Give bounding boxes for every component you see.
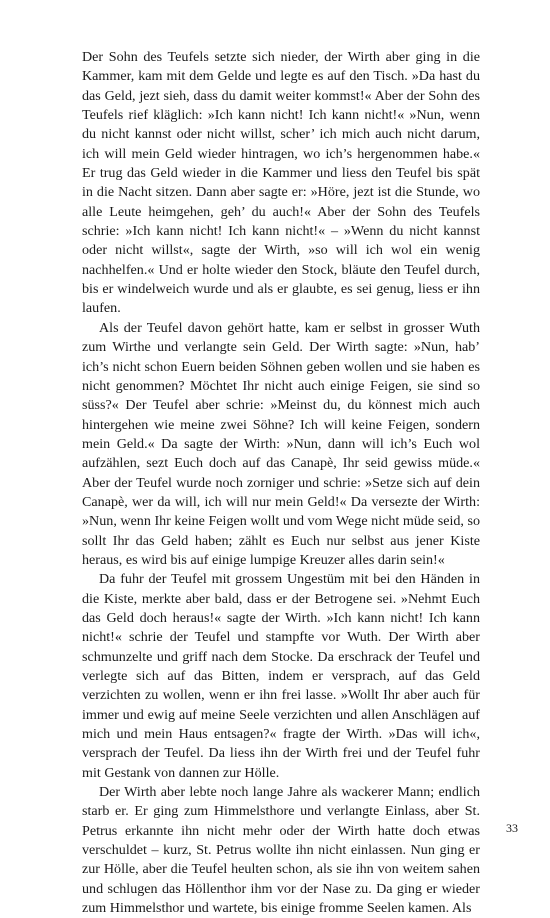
paragraph-1: Der Sohn des Teufels setzte sich nieder, der Wirth aber ging in die Kammer, kam mit dem Gelde und legte es auf den Tisch. »Da hast du das Geld, jezt sieh, dass du damit weiter kommst!« Aber der Sohn des Teufels rief kläglich: »Ich kann nicht! Ich kann nicht!« »Nun, wenn du nicht kannst oder nicht willst, scher’ ich mich auch nicht darum, ich will mein Geld wieder hintragen, wo ich’s hergenommen habe.« Er trug das Geld wieder in die Kammer und liess den Teufel bis spät in die Nacht sitzen. Dann aber sagte er: »Höre, jezt ist die Stunde, wo alle Leute heimgehen, geh’ du auch!« Aber der Sohn des Teufels schrie: »Ich kann nicht! Ich kann nicht!« – »Wenn du nicht kannst oder nicht willst«, sagte der Wirth, »so will ich wol ein wenig nachhelfen.« Und er holte wieder den Stock, bläute den Teufel durch, bis er windelweich wurde und als er glaubte, es sei genug, liess er ihn laufen.: [82, 49, 480, 317]
paragraph-4: Der Wirth aber lebte noch lange Jahre als wackerer Mann; endlich starb er. Er ging zum Himmelsthore und verlangte Einlass, aber St. Petrus erkannte ihn nicht mehr oder der Wirth hatte doch etwas verschuldet – kurz, St. Petrus wollte ihn nicht einlassen. Nun ging er zur Hölle, aber die Teufel heulten schon, als sie ihn von weitem sahen und schlugen das Höllenthor ihm vor der Nase zu. Da ging er wieder zum Himmelsthor und wartete, bis einige fromme Seelen kamen. Als: [82, 784, 480, 917]
page-body: [82, 48, 480, 918]
paragraph-3: Da fuhr der Teufel mit grossem Ungestüm mit bei den Händen in die Kiste, merkte aber bald, dass er der Betrogene sei. »Nehmt Euch das Geld doch heraus!« sagte der Wirth. »Ich kann nicht! Ich kann nicht!« schrie der Teufel und stampfte vor Wuth. Der Wirth aber schmunzelte und griff nach dem Stocke. Da erschrack der Teufel und verlegte sich auf das Bitten, indem er versprach, auf das Geld verzichten zu wollen, wenn er ihn frei lasse. »Wollt Ihr aber auch für immer und ewig auf meine Seele verzichten und allen Anschlägen auf mich und mein Haus entsagen?« fragte der Wirth. »Das will ich«, versprach der Teufel. Da liess ihn der Wirth frei und der Teufel fuhr mit Gestank von dannen zur Hölle.: [82, 571, 480, 781]
page-number: 33: [506, 821, 518, 835]
paragraph-2: Als der Teufel davon gehört hatte, kam er selbst in grosser Wuth zum Wirthe und verlangte sein Geld. Der Wirth sagte: »Nun, hab’ ich’s nicht schon Euern beiden Söhnen geben wollen und sie haben es nicht genommen? Möchtet Ihr nicht auch einige Feigen, sie sind so süss?« Der Teufel aber schrie: »Meinst du, du könnest mich auch hintergehen wie meine zwei Söhne? Ich will keine Feigen, sondern mein Geld.« Da sagte der Wirth: »Nun, dann will ich’s Euch wol aufzählen, sezt Euch doch auf das Canapè, Ihr seid gewiss müde.« Aber der Teufel wurde noch zorniger und schrie: »Setze sich auf dein Canapè, wer da will, ich will nur mein Geld!« Da versezte der Wirth: »Nun, wenn Ihr keine Feigen wollt und vom Wege nicht müde seid, so sollt Ihr das Geld haben; zählt es Euch nur selbst aus jener Kiste heraus, es wird bis auf einige lumpige Kreuzer alles darin sein!«: [82, 319, 480, 568]
